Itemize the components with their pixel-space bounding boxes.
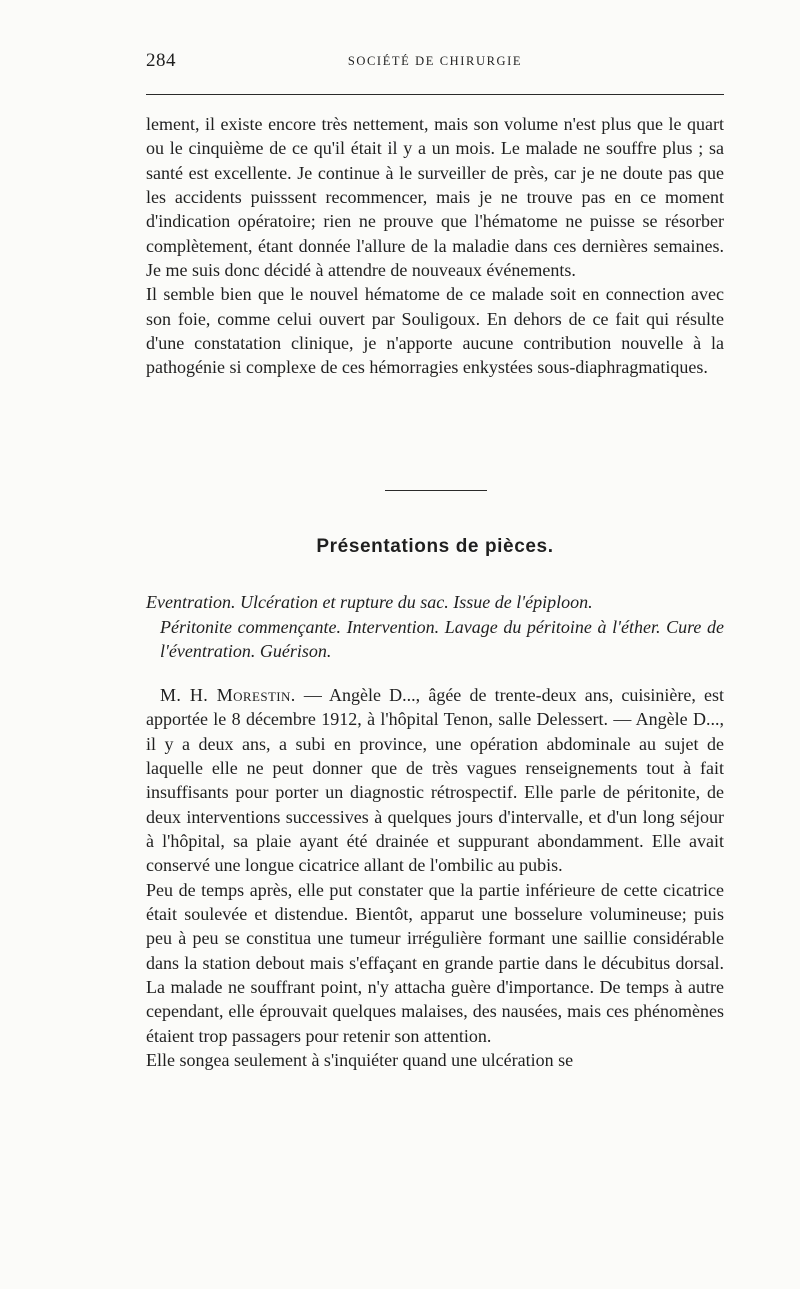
section-title: Présentations de pièces.	[316, 536, 554, 557]
paragraph: lement, il existe encore très nettement, mais son volume n'est plus que le quart ou le cinquième de ce qu'il était il y a un mois. Le malade ne souffre plus ; sa santé est excellente. Je continue à le surveiller de près, car je ne doute pas que les accidents puisssent recommencer, mais je ne trouve pas en ce moment d'indication opératoire; rien ne prouve que l'hématome ne puisse se résorber complètement, étant donnée l'allure de la maladie dans ces dernières semaines. Je me suis donc décidé à attendre de nouveaux événements.	[146, 114, 724, 281]
paragraph	[146, 683, 724, 878]
author-name: M. H. Morestin.	[160, 685, 296, 705]
body-text-top	[146, 112, 724, 380]
header-rule	[146, 94, 724, 95]
subtitle-continuation: Péritonite commençante. Intervention. Lavage du péritoine à l'éther. Cure de l'éventration. Guérison.	[160, 616, 724, 661]
paragraph: Il semble bien que le nouvel hématome de ce malade soit en connection avec son foie, comme celui ouvert par Souligoux. En dehors de ce fait qui résulte d'une constatation clinique, je n'apporte aucune contribution nouvelle à la pathogénie si complexe de ces hémorragies enkystées sous-diaphragmatiques.	[146, 284, 724, 378]
page-number: 284	[146, 50, 176, 71]
body-text-bottom	[146, 683, 724, 1073]
paragraph: Elle songea seulement à s'inquiéter quand une ulcération se	[146, 1050, 574, 1071]
section-subtitle	[146, 590, 724, 664]
section-separator	[385, 490, 487, 491]
running-head: SOCIÉTÉ DE CHIRURGIE	[347, 54, 523, 68]
paragraph-text: — Angèle D..., âgée de trente-deux ans, cuisinière, est apportée le 8 décembre 1912, à l'hôpital Tenon, salle Delessert. — Angèle D..., il y a deux ans, a subi en province, une opération abdominale au sujet de laquelle elle ne peut donner que de très vagues renseignements tout à fait insuffisants pour porter un diagnostic rétrospectif. Elle parle de péritonite, de deux interventions successives à quelques jours d'intervalle, et d'un long séjour à l'hôpital, sa plaie ayant été drainée et suppurant abondamment. Elle avait conservé une longue cicatrice allant de l'ombilic au pubis.	[146, 685, 724, 876]
subtitle-line: Eventration. Ulcération et rupture du sac. Issue de l'épiploon.	[146, 592, 593, 612]
page-header	[146, 50, 724, 80]
paragraph: Peu de temps après, elle put constater que la partie inférieure de cette cicatrice était soulevée et distendue. Bientôt, apparut une bosselure volumineuse; puis peu à peu se constitua une tumeur irrégulière formant une saillie considérable dans la station debout mais s'effaçant en grande partie dans le décubitus dorsal. La malade ne souffrant point, n'y attacha guère d'importance. De temps à autre cependant, elle éprouvait quelques malaises, des nausées, mais ces phénomènes étaient trop passagers pour retenir son attention.	[146, 879, 724, 1046]
